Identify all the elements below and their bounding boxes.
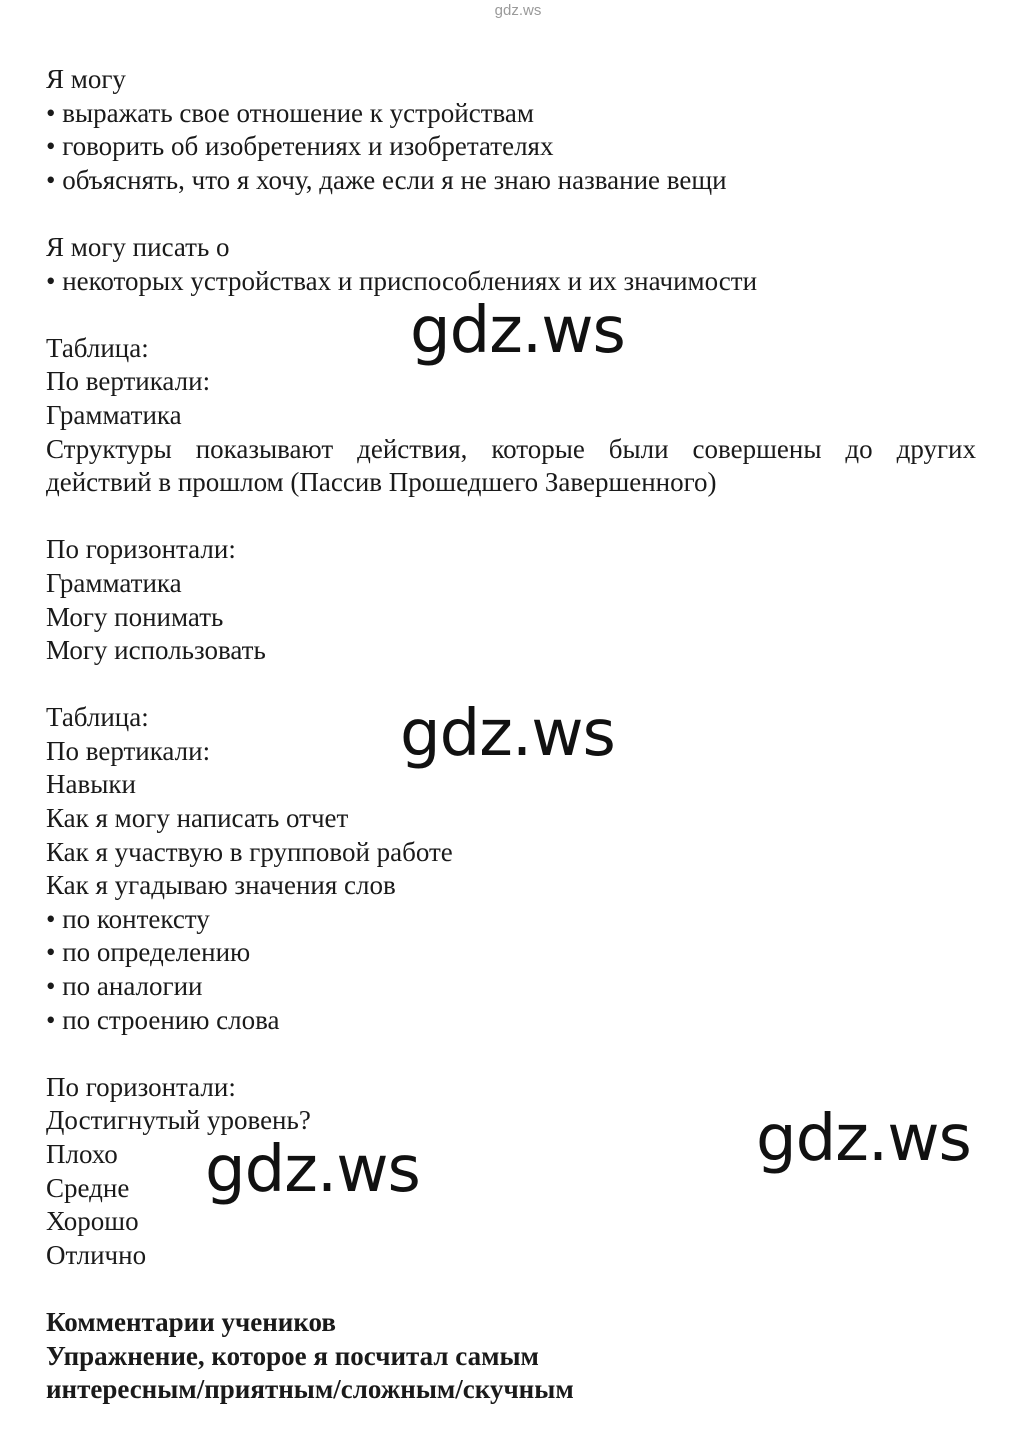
table2-vertical-item: Как я угадываю значения слов [46,870,396,901]
table1-horizontal-item: Могу использовать [46,635,266,666]
watermark-large: gdz.ws [410,294,625,368]
table2-horizontal-item: Достигнутый уровень? [46,1105,311,1136]
spacer [46,1272,976,1306]
section1-heading: Я могу [46,64,126,94]
table2-vertical-item: • по контексту [46,903,210,934]
table1-vertical-label: По вертикали: [46,366,211,397]
table1-horizontal-item: Могу понимать [46,601,224,632]
table2-vertical-item: Как я могу написать отчет [46,803,349,834]
table1-horizontal-label: По горизонтали: [46,534,236,565]
section1-item: • выражать свое отношение к устройствам [46,97,534,128]
comments-line: Упражнение, которое я посчитал самым [46,1340,539,1371]
comments-line: интересным/приятным/сложным/скучным [46,1374,574,1405]
table2-vertical-item: Навыки [46,769,136,800]
table2-vertical-label: По вертикали: [46,735,211,766]
comments-title: Комментарии учеников [46,1306,336,1337]
table2-label: Таблица: [46,702,149,733]
table1-label: Таблица: [46,332,149,363]
section1-item: • объяснять, что я хочу, даже если я не знаю название вещи [46,164,727,195]
watermark-large: gdz.ws [205,1133,420,1207]
table2-horizontal-label: По горизонтали: [46,1071,236,1102]
table2-vertical-item: • по определению [46,937,251,968]
table1-horizontal-item: Грамматика [46,567,182,598]
table2-horizontal-item: Плохо [46,1139,118,1169]
table1-vertical-text-line1: Структуры показывают действия, которые были совершены до других [46,433,976,464]
section2-heading: Я могу писать о [46,231,230,262]
table2-vertical-item: • по строению слова [46,1004,280,1035]
section2-item: • некоторых устройствах и приспособлениях и их значимости [46,265,758,296]
watermark-large: gdz.ws [756,1102,971,1176]
watermark-top: gdz.ws [494,2,542,19]
spacer [46,197,976,231]
spacer [46,1037,976,1071]
table2-horizontal-item: Хорошо [46,1206,139,1237]
spacer [46,500,976,534]
table1-vertical-title: Грамматика [46,399,182,430]
watermark-large: gdz.ws [400,697,615,771]
table2-vertical-item: Как я участвую в групповой работе [46,836,453,867]
table1-vertical-text-line2: действий в прошлом (Пассив Прошедшего Завершенного) [46,467,717,498]
section1-item: • говорить об изобретениях и изобретателях [46,131,554,162]
table2-horizontal-item: Отлично [46,1239,147,1270]
table2-horizontal-item: Средне [46,1172,130,1203]
table2-vertical-item: • по аналогии [46,971,203,1002]
